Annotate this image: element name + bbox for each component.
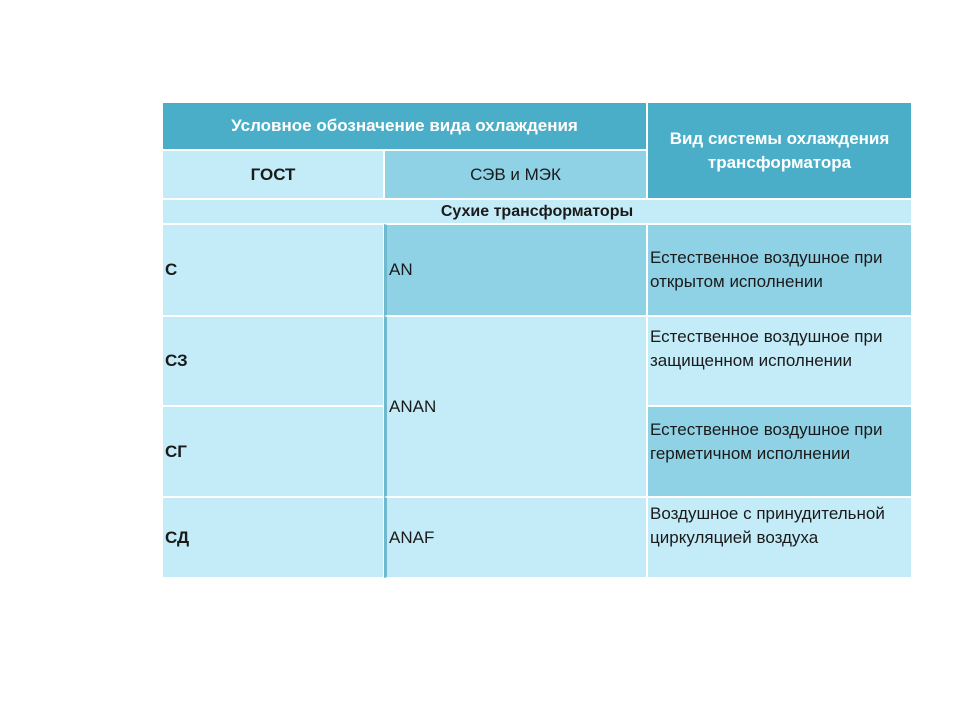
row-1-iec: AN (384, 224, 647, 316)
section-dry-transformers: Сухие трансформаторы (162, 199, 912, 224)
row-2-desc: Естественное воздушное при защищенном исполнении (647, 316, 912, 406)
header-system-title: Вид системы охлаждения трансформатора (647, 102, 912, 199)
cooling-types-table (162, 102, 912, 578)
row-4-iec: ANAF (384, 497, 647, 578)
row-2-3-iec: ANAN (384, 316, 647, 497)
row-2-gost: СЗ (162, 316, 384, 406)
row-4-desc: Воздушное с принудительной циркуляцией воздуха (647, 497, 912, 578)
row-3-desc: Естественное воздушное при герметичном исполнении (647, 406, 912, 497)
row-1-gost: С (162, 224, 384, 316)
row-4-gost: СД (162, 497, 384, 578)
header-code-title: Условное обозначение вида охлаждения (162, 102, 647, 150)
row-3-gost: СГ (162, 406, 384, 497)
header-gost: ГОСТ (162, 150, 384, 199)
row-1-desc: Естественное воздушное при открытом исполнении (647, 224, 912, 316)
header-iec: СЭВ и МЭК (384, 150, 647, 199)
